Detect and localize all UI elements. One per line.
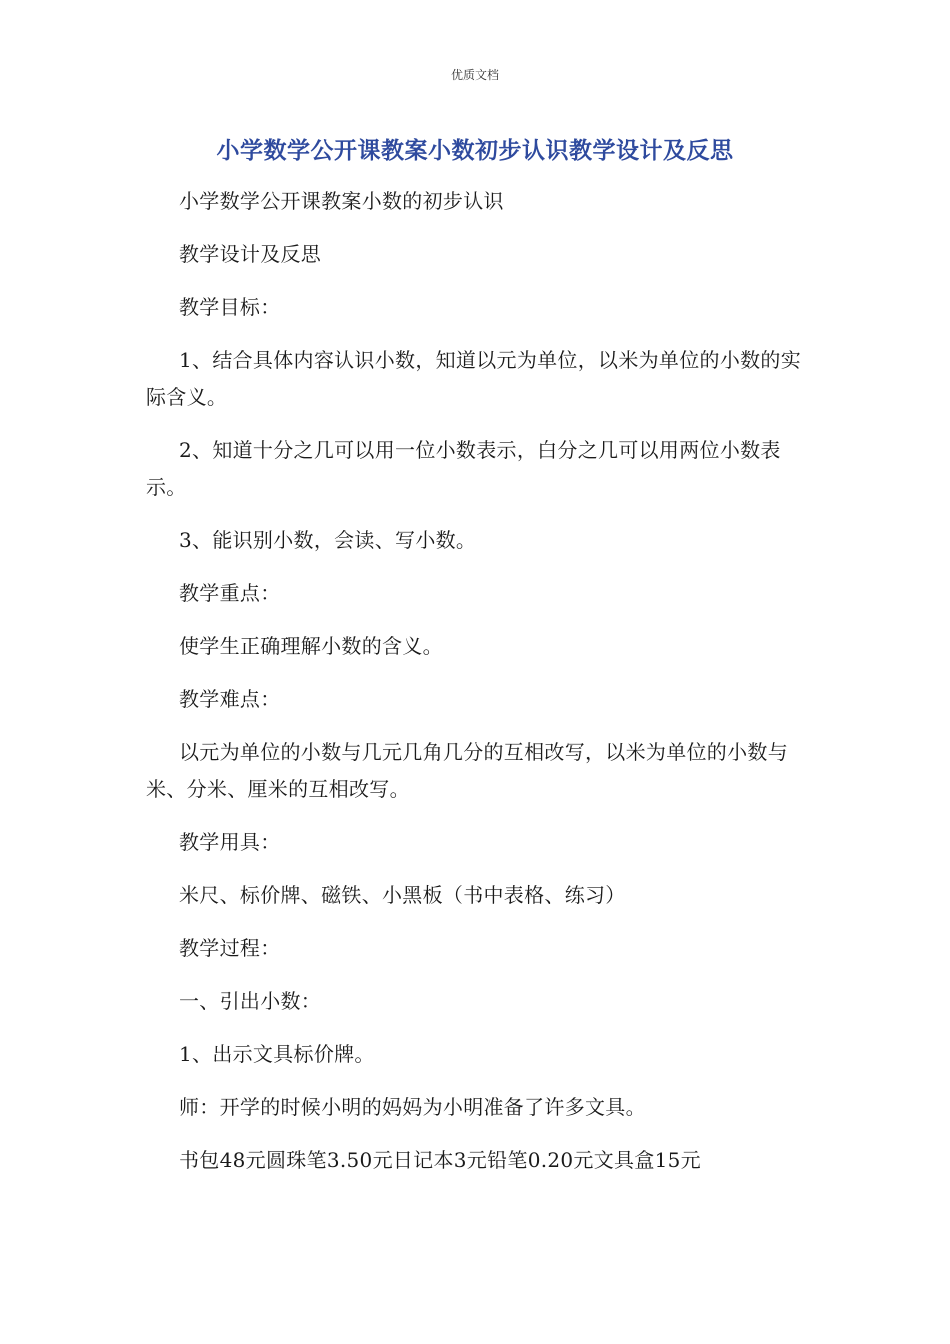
paragraph-subtitle-1: 小学数学公开课教案小数的初步认识 [179,189,504,213]
goal-item-2: 2、知道十分之几可以用一位小数表示，白分之几可以用两位小数表示。 [146,438,781,499]
process-step-1: 1、出示文具标价牌。 [179,1042,375,1066]
goal-item-3: 3、能识别小数，会读、写小数。 [179,528,477,552]
process-section-1: 一、引出小数： [179,989,322,1013]
key-points-text: 使学生正确理解小数的含义。 [179,634,443,658]
teaching-tools-text: 米尺、标价牌、磁铁、小黑板（书中表格、练习） [179,883,626,907]
teacher-dialogue: 师：开学的时候小明的妈妈为小明准备了许多文具。 [179,1095,646,1119]
goal-item-1: 1、结合具体内容认识小数，知道以元为单位，以米为单位的小数的实际含义。 [146,348,802,409]
difficulties-text: 以元为单位的小数与几元几角几分的互相改写，以米为单位的小数与米、分米、厘米的互相改写。 [146,740,788,801]
heading-teaching-process: 教学过程： [179,936,281,960]
document-body [146,183,806,1195]
paragraph-subtitle-2: 教学设计及反思 [179,242,322,266]
page-header: 优质文档 [450,68,499,82]
heading-teaching-tools: 教学用具： [179,830,281,854]
heading-key-points: 教学重点： [179,581,281,605]
heading-difficulties: 教学难点： [179,687,281,711]
price-list: 书包48元圆珠笔3.50元日记本3元铅笔0.20元文具盒15元 [179,1148,701,1172]
heading-teaching-goals: 教学目标： [179,295,281,319]
document-title: 小学数学公开课教案小数初步认识教学设计及反思 [216,138,734,164]
